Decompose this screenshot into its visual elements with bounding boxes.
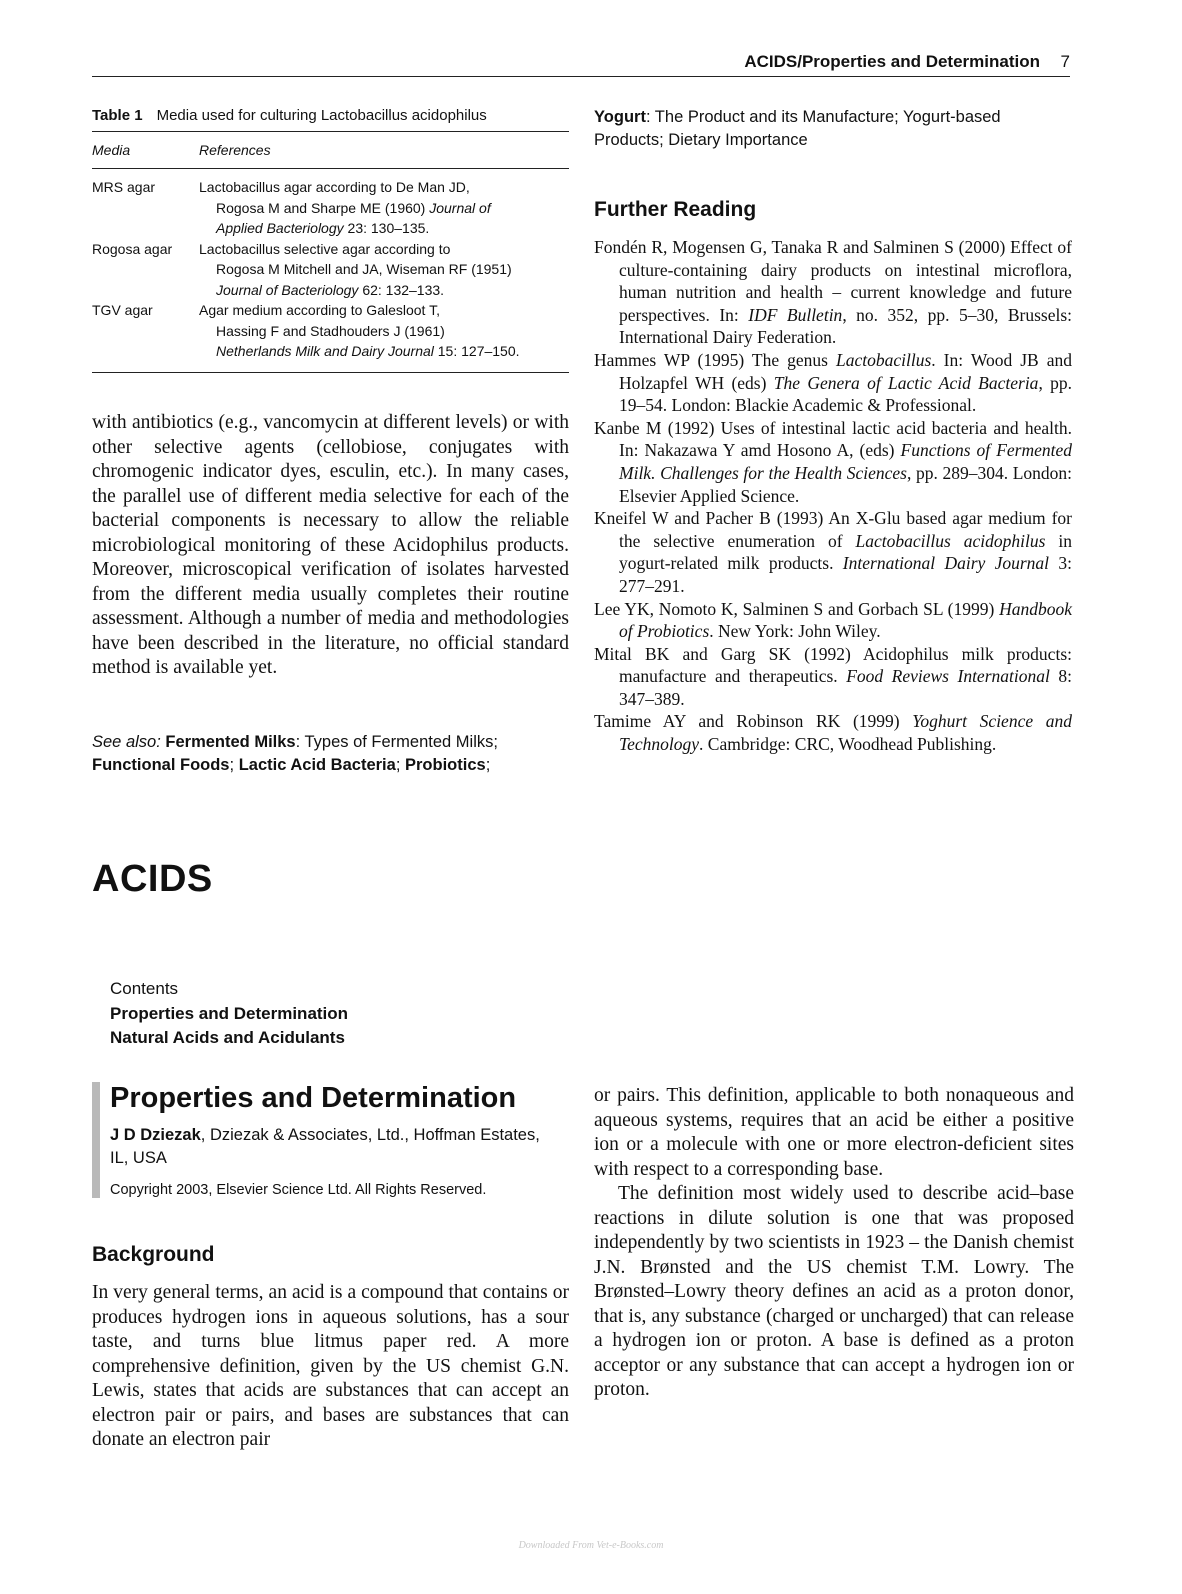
watermark-text: Downloaded From Vet-e-Books.com xyxy=(518,1540,664,1551)
table-cell-reference: Lactobacillus selective agar according to Rogosa M Mitchell and JA, Wiseman RF (1951) Journal of Bacteriology 62: 132–133. xyxy=(199,240,512,298)
table-caption-text: Media used for culturing Lactobacillus acidophilus xyxy=(156,107,487,124)
table-1 xyxy=(92,105,569,373)
contents-item[interactable]: Properties and Determination xyxy=(110,1003,349,1023)
see-also-link-fermented-milks[interactable]: Fermented Milks xyxy=(165,733,296,751)
further-reading-list xyxy=(594,236,1072,756)
table-row xyxy=(92,239,569,301)
see-also-label: See also: xyxy=(92,733,161,751)
article-title: Properties and Determination xyxy=(110,1082,517,1114)
table-row xyxy=(92,300,569,362)
table-caption xyxy=(92,105,569,132)
article-header xyxy=(92,1082,577,1198)
body-paragraph: or pairs. This definition, applicable to both nonaqueous and aqueous systems, requires that an acid be either a positive ion or a molecule with one or more electron-deficient sites with respect to a corresponding base. xyxy=(594,1085,1074,1180)
page-number: 7 xyxy=(1060,52,1070,71)
reference-item: Tamime AY and Robinson RK (1999) Yoghurt Science and Technology. Cambridge: CRC, Woodhead Publishing. xyxy=(594,711,1072,755)
reference-item: Kneifel W and Pacher B (1993) An X-Glu based agar medium for the selective enumeration of Lactobacillus acidophilus in yogurt-related milk products. International Dairy Journal 3: 277–291. xyxy=(594,508,1072,596)
body-paragraph: The definition most widely used to describe acid–base reactions in dilute solution is one that was proposed independently by two scientists in 1923 – the Danish chemist J.N. Brønsted and the US chemist T.M. Lowry. The Brønsted–Lowry theory defines an acid as a proton donor, that is, any substance (charged or uncharged) that can release a hydrogen ion or proton. A base is defined as a proton acceptor or any substance that can accept a hydrogen ion or proton. xyxy=(594,1183,1074,1400)
table-header-row xyxy=(92,132,569,169)
body-paragraph: with antibiotics (e.g., vancomycin at different levels) or with other selective agents (cellobiose, conjugates with chromogenic indicator dyes, esculin, etc.). In many cases, the parallel use of different media selective for each of the bacterial components is necessary to allow the reliable microbiological monitoring of these Acidophilus products. Moreover, microscopical verification of isolates harvested from the different media usually completes their routine assessment. Although a number of media and methodologies have been described in the literature, no official standard method is available yet. xyxy=(92,412,569,678)
see-also-continued: Yogurt: The Product and its Manufacture; Yogurt-based Products; Dietary Importance xyxy=(594,108,1001,149)
see-also-link-functional-foods[interactable]: Functional Foods xyxy=(92,756,230,774)
see-also-link-probiotics[interactable]: Probiotics xyxy=(405,756,486,774)
reference-item: Fondén R, Mogensen G, Tanaka R and Salminen S (2000) Effect of culture-containing dairy products on intestinal microflora, human nutrition and health – current knowledge and future perspectives. In: IDF Bulletin, no. 352, pp. 5–30, Brussels: International Dairy Federation. xyxy=(594,237,1072,348)
table-cell-media: TGV agar xyxy=(92,302,153,318)
table-cell-reference: Lactobacillus agar according to De Man JD, Rogosa M and Sharpe ME (1960) Journal of Applied Bacteriology 23: 130–135. xyxy=(199,179,491,236)
contents-list xyxy=(110,977,348,1051)
table-row xyxy=(92,177,569,239)
reference-item: Hammes WP (1995) The genus Lactobacillus. In: Wood JB and Holzapfel WH (eds) The Genera of Lactic Acid Bacteria, pp. 19–54. London: Blackie Academic & Professional. xyxy=(594,349,1072,416)
column-header-media: Media xyxy=(92,142,131,158)
see-also-link-lactic-acid-bacteria[interactable]: Lactic Acid Bacteria xyxy=(238,756,396,774)
contents-item[interactable]: Natural Acids and Acidulants xyxy=(110,1028,345,1047)
background-paragraph: In very general terms, an acid is a compound that contains or produces hydrogen ions in aqueous solutions, has a sour taste, and turns blue litmus paper red. A more comprehensive definition, given by the US chemist G.N. Lewis, states that acids are substances that can accept an electron pair or pairs, and bases are substances that can donate an electron pair xyxy=(92,1282,569,1450)
reference-item: Lee YK, Nomoto K, Salminen S and Gorbach SL (1999) Handbook of Probiotics. New York: John Wiley. xyxy=(594,598,1072,642)
table-cell-media: Rogosa agar xyxy=(92,240,173,257)
see-also-link-yogurt[interactable]: Yogurt xyxy=(594,108,646,126)
column-header-references: References xyxy=(199,142,271,158)
copyright-notice: Copyright 2003, Elsevier Science Ltd. All Rights Reserved. xyxy=(110,1182,487,1198)
table-body xyxy=(92,169,569,373)
background-continued xyxy=(594,1084,1074,1403)
see-also: See also: Fermented Milks: Types of Fermented Milks; Functional Foods; Lactic Acid Bacteria; Probiotics; xyxy=(92,733,498,774)
section-title: ACIDS xyxy=(92,858,213,900)
reference-item: Mital BK and Garg SK (1992) Acidophilus milk products: manufacture and therapeutics. Food Reviews International 8: 347–389. xyxy=(594,643,1072,709)
further-reading-heading: Further Reading xyxy=(594,198,757,221)
running-header xyxy=(92,48,1070,77)
running-title: ACIDS/Properties and Determination xyxy=(744,52,1040,71)
author-line xyxy=(110,1124,540,1169)
background-heading: Background xyxy=(92,1243,215,1266)
author-affiliation: , Dziezak & Associates, Ltd., Hoffman Estates, IL, USA xyxy=(110,1126,540,1167)
author-name: J D Dziezak xyxy=(110,1126,201,1144)
contents-label: Contents xyxy=(110,979,179,998)
table-cell-media: MRS agar xyxy=(92,179,156,195)
reference-item: Kanbe M (1992) Uses of intestinal lactic acid bacteria and health. In: Nakazawa Y amd Hosono A, (eds) Functions of Fermented Milk. Challenges for the Health Sciences, pp. 289–304. London: Elsevier Applied Science. xyxy=(594,417,1073,506)
table-label: Table 1 xyxy=(92,107,143,124)
table-cell-reference: Agar medium according to Galesloot T, Hassing F and Stadhouders J (1961) Netherlands Milk and Dairy Journal 15: 127–150. xyxy=(199,302,520,359)
